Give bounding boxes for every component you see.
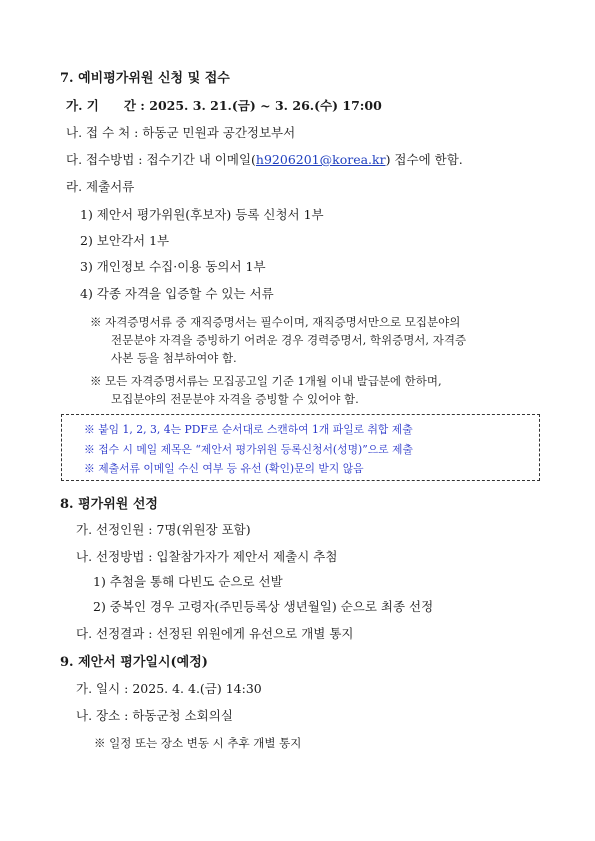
- section-7-title: 7. 예비평가위원 신청 및 접수: [60, 71, 230, 86]
- note-line: 모집분야의 전문분야 자격을 증빙할 수 있어야 함.: [111, 392, 359, 406]
- note-line: 사본 등을 첨부하여야 함.: [111, 351, 237, 365]
- evaluation-place: 나. 장소 : 하동군청 소회의실: [76, 708, 233, 723]
- method-prefix: 다. 접수방법 : 접수기간 내 이메일(: [66, 152, 256, 167]
- selection-method-item: 2) 중복인 경우 고령자(주민등록상 생년월일) 순으로 최종 선정: [93, 599, 434, 614]
- notice-line: ※ 붙임 1, 2, 3, 4는 PDF로 순서대로 스캔하여 1개 파일로 취합 제출: [84, 423, 413, 436]
- section-9-title: 9. 제안서 평가일시(예정): [60, 655, 208, 670]
- note-line: ※ 모든 자격증명서류는 모집공고일 기준 1개월 이내 발급분에 한하며,: [90, 374, 442, 388]
- evaluation-date: 가. 일시 : 2025. 4. 4.(금) 14:30: [76, 681, 262, 696]
- document-item: 3) 개인정보 수집·이용 동의서 1부: [80, 259, 266, 274]
- selection-count: 가. 선정인원 : 7명(위원장 포함): [76, 522, 251, 537]
- section-8-title: 8. 평가위원 선정: [60, 497, 158, 512]
- document-item: 1) 제안서 평가위원(후보자) 등록 신청서 1부: [80, 207, 324, 222]
- document-item: 2) 보안각서 1부: [80, 233, 170, 248]
- note-line: ※ 자격증명서류 중 재직증명서는 필수이며, 재직증명서만으로 모집분야의: [90, 315, 461, 329]
- application-method: [66, 152, 463, 168]
- selection-result: 다. 선정결과 : 선정된 위원에게 유선으로 개별 통지: [76, 626, 354, 641]
- method-suffix: ) 접수에 한함.: [385, 152, 463, 167]
- email-link[interactable]: h9206201@korea.kr: [255, 152, 386, 167]
- note-line: 전문분야 자격을 증빙하기 어려운 경우 경력증명서, 학위증명서, 자격증: [111, 333, 467, 347]
- application-period: 가. 기 간 : 2025. 3. 21.(금) ~ 3. 26.(수) 17:00: [66, 98, 382, 113]
- selection-method: 나. 선정방법 : 입찰참가자가 제안서 제출시 추첨: [76, 549, 338, 564]
- documents-title: 라. 제출서류: [66, 179, 135, 194]
- document-item: 4) 각종 자격을 입증할 수 있는 서류: [80, 286, 274, 301]
- selection-method-item: 1) 추첨을 통해 다빈도 순으로 선발: [93, 574, 283, 589]
- notice-line: ※ 접수 시 메일 제목은 “제안서 평가위원 등록신청서(성명)”으로 제출: [84, 443, 413, 456]
- notice-line: ※ 제출서류 이메일 수신 여부 등 유선 (확인)문의 받지 않음: [84, 462, 364, 475]
- schedule-note: ※ 일정 또는 장소 변동 시 추후 개별 통지: [94, 736, 302, 750]
- reception-office: 나. 접 수 처 : 하동군 민원과 공간정보부서: [66, 125, 296, 140]
